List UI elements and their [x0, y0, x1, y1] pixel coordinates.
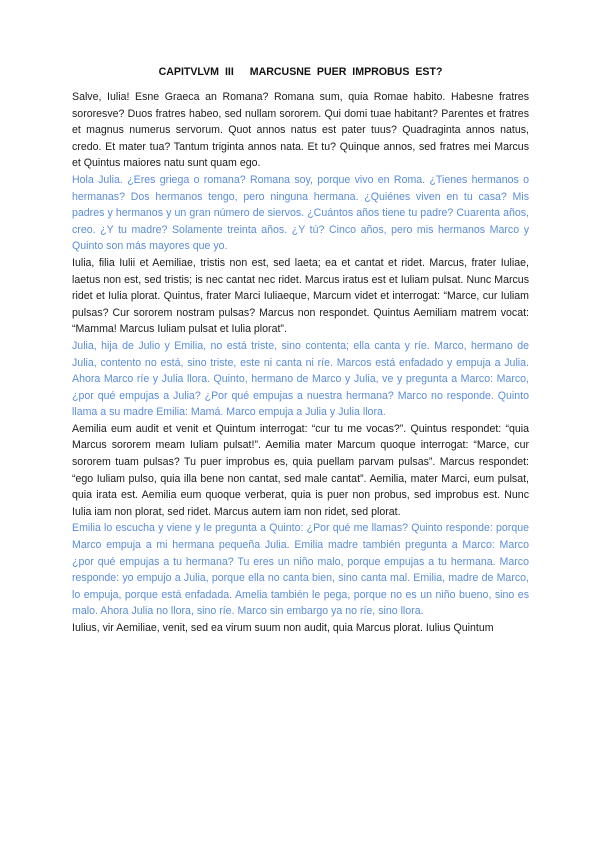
spanish-translation-paragraph: Emilia lo escucha y viene y le pregunta a Quinto: ¿Por qué me llamas? Quinto responde: porque Marco empuja a mi hermana pequeña Julia. Emilia madre también pregunta a Marco: Marco ¿por qué empujas a tu hermana? Tu eres un niño malo, porque empujas a tu hermana. Marco responde: yo empujo a Julia, porque ella no canta bien, sino canta mal. Emilia, madre de Marco, lo empuja, porque está enfadada. Amelia también le pega, porque no es un niño bueno, sino es malo. Ahora Julia no llora, sino ríe. Marco sin embargo ya no ríe, sino llora. — [72, 522, 529, 618]
latin-paragraph: Aemilia eum audit et venit et Quintum interrogat: “cur tu me vocas?”. Quintus respondet: “quia Marcus sororem meam Iuliam pulsat!”. Aemilia mater Marcum quoque interrogat: “Marce, cur sororem tuam pulsas? Tu puer improbus es, quia puellam parvam pulsas”. Marcus respondet: “ego Iuliam pulso, quia illa bene non cantat, sed male cantat”. Aemilia, mater Marci, eum pulsat, quia irata est. Aemilia eum quoque verberat, quia is puer non probus, sed improbus est. Nunc Iulia iam non plorat, sed ridet. Marcus autem iam non ridet, sed plorat. — [72, 422, 529, 518]
chapter-number: CAPITVLVM III — [158, 66, 234, 78]
latin-paragraph: Salve, Iulia! Esne Graeca an Romana? Romana sum, quia Romae habito. Habesne fratres sororesve? Duos fratres habeo, sed nullam sororem. Qui domi tuae habitant? Parentes et fratres et magnus numerus servorum. Quot annos natus est pater tuus? Quadraginta annos natus, credo. Et mater tua? Tantum triginta annos nata. Et tu? Quinque annos, sed fratres mei Marcus et Quintus maiores natu sunt quam ego. — [72, 91, 529, 170]
document-page — [72, 66, 529, 637]
latin-paragraph: Iulia, filia Iulii et Aemiliae, tristis non est, sed laeta; ea et cantat et ridet. Marcus, frater Iuliae, laetus non est, sed tristis; is nec cantat nec ridet. Marcus iratus est et Iuliam pulsat. Nunc Marcus ridet et Iulia plorat. Quintus, frater Marci Iuliaeque, Marcum videt et interrogat: “Marce, cur Iuliam pulsas? Cur sororem nostram pulsas? Marcus non respondet. Quintus Aemiliam matrem vocat: “Mamma! Marcus Iuliam pulsat et Iulia plorat”. — [72, 256, 529, 336]
spanish-translation-paragraph: Hola Julia. ¿Eres griega o romana? Romana soy, porque vivo en Roma. ¿Tienes hermanos o hermanas? Dos hermanos tengo, pero ninguna hermana. ¿Quiénes viven en tu casa? Mis padres y hermanos y un gran número de siervos. ¿Cuántos años tiene tu padre? Cuarenta años, creo. ¿Y tu madre? Solamente treinta años. ¿Y tú? Cinco años, pero mis hermanos Marco y Quinto son más mayores que yo. — [72, 173, 529, 253]
spanish-translation-paragraph: Julia, hija de Julio y Emilia, no está triste, sino contenta; ella canta y ríe. Marco, hermano de Julia, contento no está, sino triste, este ni canta ni ríe. Marcos está enfadado y empuja a Julia. Ahora Marco ríe y Julia llora. Quinto, hermano de Marco y Julia, ve y pregunta a Marco: Marco, ¿por qué empujas a Julia? ¿Por qué empujas a nuestra hermana? Marco no responde. Quinto llama a su madre Emilia: Mamá. Marco empuja a Julia y Julia llora. — [72, 339, 529, 419]
chapter-subtitle: MARCUSNE PUER IMPROBUS EST? — [249, 66, 443, 78]
latin-paragraph: Iulius, vir Aemiliae, venit, sed ea virum suum non audit, quia Marcus plorat. Iulius Quintum — [72, 622, 494, 634]
chapter-title — [72, 66, 529, 78]
